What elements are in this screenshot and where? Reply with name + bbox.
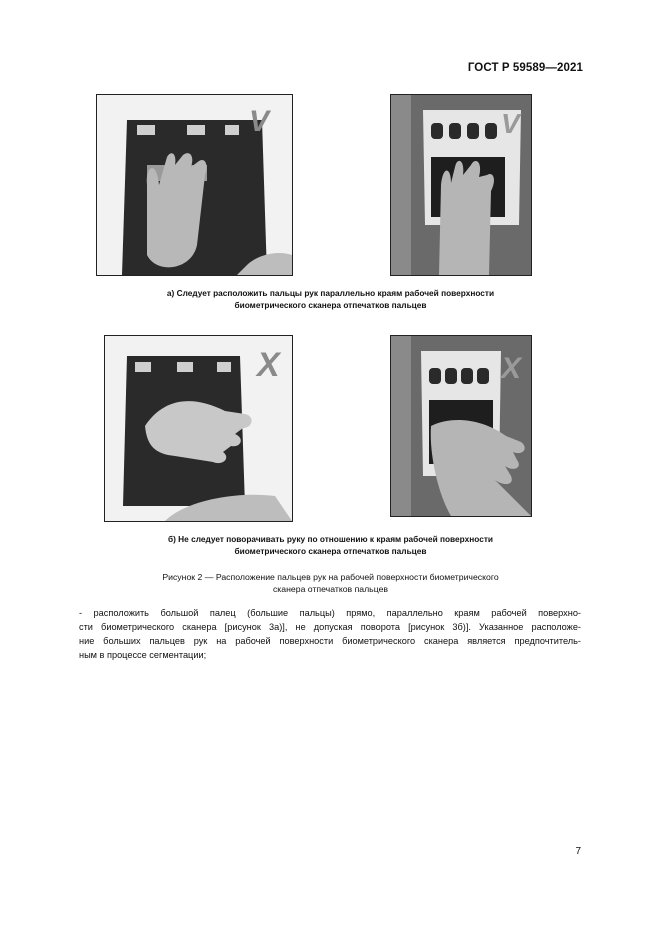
mark-x-1: X — [257, 346, 280, 384]
photo-a-upright-scanner-correct — [390, 94, 532, 276]
figure-title-line-1: Рисунок 2 — Расположение пальцев рук на рабочей поверхности биометрического — [162, 572, 499, 582]
photo-a-flat-scanner-correct — [96, 94, 293, 276]
document-id-header: ГОСТ Р 59589—2021 — [467, 62, 583, 74]
page-number: 7 — [575, 846, 581, 857]
body-line-2: сти биометрического сканера [рисунок 3а)], не допуская поворота [рисунок 3б)]. Указанное расположе- — [79, 622, 581, 632]
photo-b-upright-scanner-rotated — [390, 335, 532, 517]
body-line-1: - расположить большой палец (большие пальцы) прямо, параллельно краям рабочей поверхно- — [79, 608, 581, 618]
figure-title — [0, 571, 661, 595]
caption-b-line-1: б) Не следует поворачивать руку по отношению к краям рабочей поверхности — [167, 534, 493, 544]
photo-b-flat-scanner-rotated — [104, 335, 293, 522]
caption-b — [0, 533, 661, 557]
body-paragraph — [79, 606, 581, 662]
body-line-4: ным в процессе сегментации; — [79, 650, 207, 660]
mark-v-1: V — [249, 105, 270, 138]
mark-x-2: X — [501, 352, 522, 385]
mark-v-2: V — [501, 108, 520, 139]
caption-a — [0, 287, 661, 311]
body-line-3: ние больших пальцев рук на рабочей поверхности биометрического сканера является предпочтитель- — [79, 636, 581, 646]
caption-a-line-2: биометрического сканера отпечатков пальцев — [234, 300, 427, 310]
figure-title-line-2: сканера отпечатков пальцев — [272, 584, 389, 594]
caption-a-line-1: а) Следует расположить пальцы рук параллельно краям рабочей поверхности — [166, 288, 495, 298]
caption-b-line-2: биометрического сканера отпечатков пальцев — [234, 546, 427, 556]
